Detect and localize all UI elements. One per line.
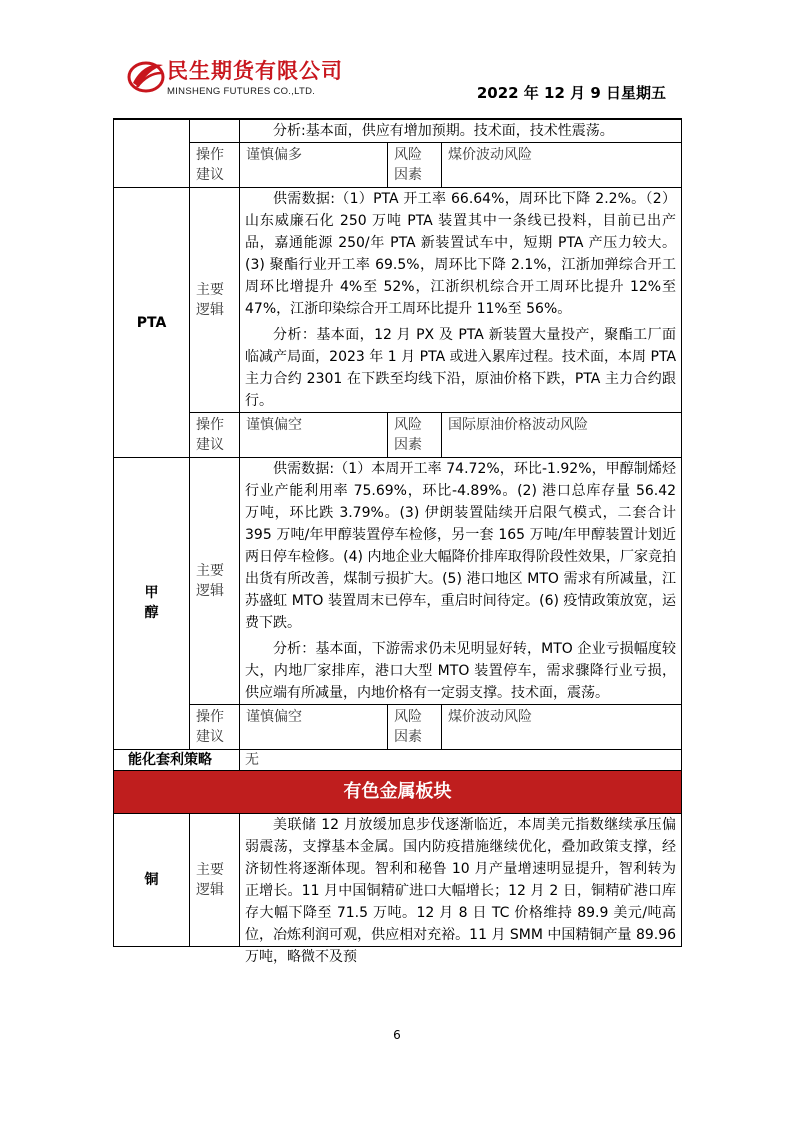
copper-logic-row [114,814,682,947]
methanol-category-name: 甲醇 [144,585,159,621]
page-number: 6 [393,1028,401,1042]
pta-logic-label: 主要逻辑 [190,188,240,413]
methanol-risk-value: 煤价波动风险 [442,705,682,750]
section-header-row [114,771,682,814]
pta-op-value: 谨慎偏空 [240,413,388,458]
pta-risk-value: 国际原油价格波动风险 [442,413,682,458]
pta-logic-cell [240,188,682,413]
pta-op-label: 操作建议 [190,413,240,458]
prev-risk-label: 风险因素 [388,143,442,188]
copper-text-wrap [245,814,677,965]
page-header [0,0,794,118]
pta-category: PTA [114,188,190,458]
copper-logic-cell [240,814,682,965]
strategy-table [113,118,682,965]
methanol-op-value: 谨慎偏空 [240,705,388,750]
methanol-category [114,458,190,750]
report-date: 2022 年 12 月 9 日星期五 [476,84,666,102]
prev-logic-label-cell [190,119,240,143]
prev-analysis-text: 分析:基本面，供应有增加预期。技术面，技术性震荡。 [273,123,614,139]
prev-op-label: 操作建议 [190,143,240,188]
methanol-analysis-text: 分析：基本面，下游需求仍未见明显好转，MTO 企业亏损幅度较大，内地厂家排库，港口大型 MTO 装置停车，需求骤降行业亏损，供应端有所减量，内地价格有一定弱支撑。技术面，震荡。 [245,641,677,701]
logo-swoosh-icon [127,57,165,95]
methanol-logic-label: 主要逻辑 [190,458,240,705]
methanol-op-label: 操作建议 [190,705,240,750]
logo-english-name: MINSHENG FUTURES CO.,LTD. [167,86,316,97]
pta-risk-label: 风险因素 [388,413,442,458]
pta-logic-row [114,188,682,413]
copper-category: 铜 [114,814,190,947]
logo-chinese-name: 民生期货有限公司 [167,59,343,83]
prev-analysis-row [114,119,682,143]
arbitrage-label: 能化套利策略 [114,750,240,771]
pta-supply-text: 供需数据:（1）PTA 开工率 66.64%，周环比下降 2.2%。（2）山东威廉石化 250 万吨 PTA 装置其中一条线已投料，目前已出产品，嘉通能源 250/年 PTA 新装置试车中，短期 PTA 产压力较大。(3) 聚酯行业开工率 69.5%，周环比下降 2.1%，江浙加弹综合开工周环比增提升 4%至 52%，江浙织机综合开工周环比提升 12%至 47%，江浙印染综合开工周环比提升 11%至 56%。 [245,191,677,317]
methanol-logic-row [114,458,682,705]
prev-category-cell [114,119,190,188]
arbitrage-row [114,750,682,771]
prev-op-value: 谨慎偏多 [240,143,388,188]
pta-analysis-text: 分析：基本面，12 月 PX 及 PTA 新装置大量投产，聚酯工厂面临减产局面，2023 年 1 月 PTA 或进入累库过程。技术面，本周 PTA 主力合约 2301 在下跌至均线下沿，原油价格下跌，PTA 主力合约跟行。 [245,327,677,409]
methanol-supply-text: 供需数据:（1）本周开工率 74.72%，环比-1.92%，甲醇制烯烃行业产能利用率 75.69%，环比-4.89%。(2) 港口总库存量 56.42 万吨，环比跌 3.79%。(3) 伊朗装置陆续开启限气模式，二套合计 395 万吨/年甲醇装置停车检修，另一套 165 万吨/年甲醇装置计划近两日停车检修。(4) 内地企业大幅降价排库取得阶段性效果，厂家竞拍出货有所改善，煤制亏损扩大。(5) 港口地区 MTO 需求有所减量，江苏盛虹 MTO 装置周末已停车，重启时间待定。(6) 疫情政策放宽，运费下跌。 [245,461,677,631]
copper-text: 美联储 12 月放缓加息步伐逐渐临近，本周美元指数继续承压偏弱震荡，支撑基本金属。国内防疫措施继续优化，叠加政策支撑，经济韧性将逐渐体现。智利和秘鲁 10 月产量增速明显提升，智利转为正增长。11 月中国铜精矿进口大幅增长；12 月 2 日，铜精矿港口库存大幅下降至 71.5 万吨。12 月 8 日 TC 价格维持 89.9 美元/吨高位，冶炼利润可观，供应相对充裕。11 月 SMM 中国精铜产量 89.96 万吨，略微不及预 [245,817,677,965]
arbitrage-value: 无 [240,750,682,771]
copper-logic-label: 主要逻辑 [190,814,240,947]
methanol-risk-label: 风险因素 [388,705,442,750]
company-logo [127,55,357,105]
pta-operation-row [114,413,682,458]
prev-analysis-cell [240,119,682,143]
prev-operation-row [114,143,682,188]
prev-risk-value: 煤价波动风险 [442,143,682,188]
methanol-operation-row [114,705,682,750]
methanol-logic-cell [240,458,682,705]
section-title: 有色金属板块 [114,771,682,814]
